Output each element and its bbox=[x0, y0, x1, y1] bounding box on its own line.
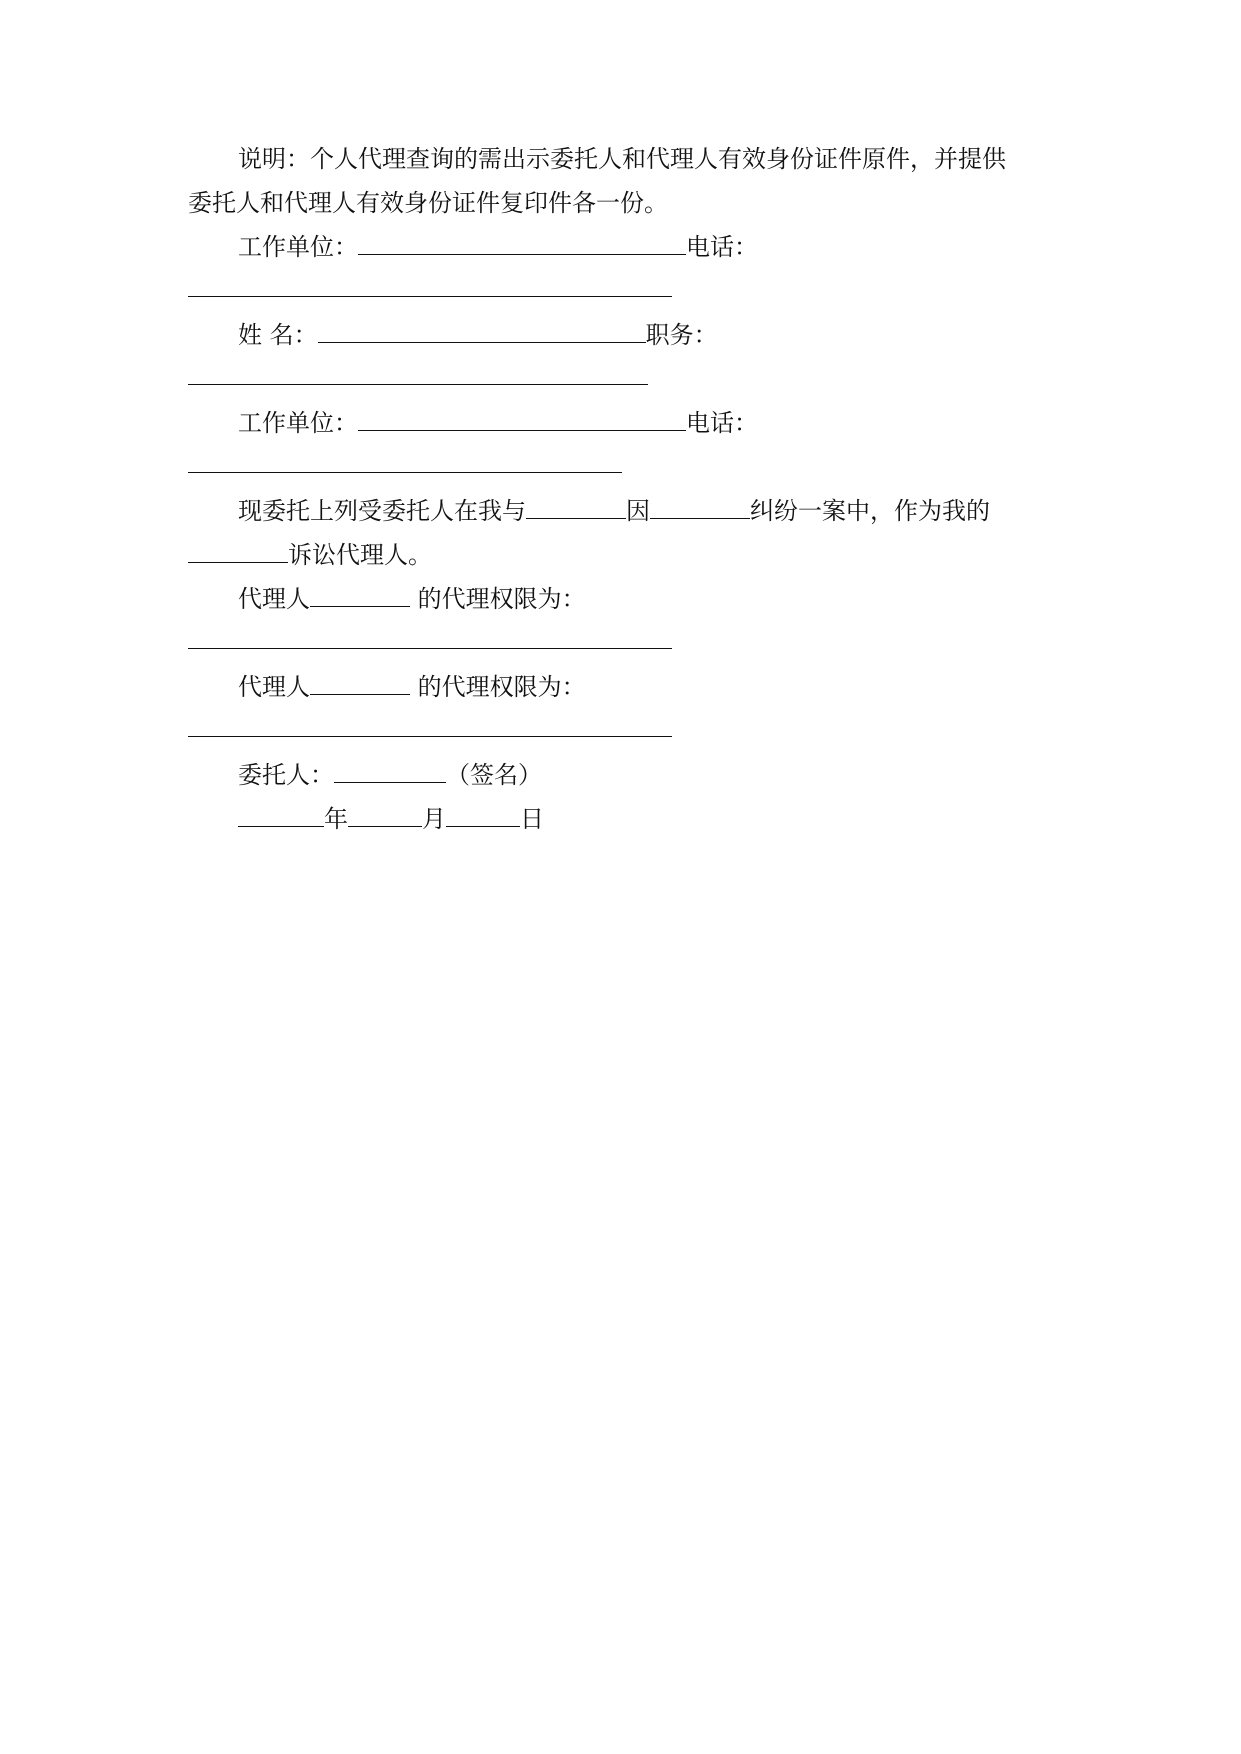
party-role-blank[interactable] bbox=[188, 540, 288, 563]
principal-signature-blank[interactable] bbox=[334, 760, 446, 783]
year-label: 年 bbox=[324, 805, 348, 833]
month-blank[interactable] bbox=[348, 804, 422, 827]
agent1-work-unit-label: 工作单位： bbox=[238, 233, 358, 261]
agent2-phone-label: 电话： bbox=[686, 409, 758, 437]
entrust-line-2 bbox=[188, 540, 432, 570]
principal-row bbox=[238, 760, 542, 790]
note-line-2: 委托人和代理人有效身份证件复印件各一份。 bbox=[188, 189, 668, 217]
authority2-suffix: 的代理权限为： bbox=[410, 673, 586, 701]
agent2-row bbox=[238, 408, 758, 438]
authority1-row bbox=[238, 584, 586, 614]
authority1-suffix: 的代理权限为： bbox=[410, 585, 586, 613]
authority1-scope-blank[interactable] bbox=[188, 648, 672, 649]
entrust-prefix: 现委托上列受委托人在我与 bbox=[238, 497, 526, 525]
case-type-blank[interactable] bbox=[650, 496, 750, 519]
authority2-agent-blank[interactable] bbox=[310, 672, 410, 695]
agent2-work-unit-label: 工作单位： bbox=[238, 409, 358, 437]
date-row bbox=[238, 804, 544, 834]
entrust-line-1 bbox=[238, 496, 990, 526]
principal-sign-note: （签名） bbox=[446, 761, 542, 789]
year-blank[interactable] bbox=[238, 804, 324, 827]
name-label: 姓 名： bbox=[238, 321, 318, 349]
day-blank[interactable] bbox=[446, 804, 520, 827]
month-label: 月 bbox=[422, 805, 446, 833]
authority1-agent-blank[interactable] bbox=[310, 584, 410, 607]
agent1-phone-label: 电话： bbox=[686, 233, 758, 261]
entrust-dispute: 纠纷一案中，作为我的 bbox=[750, 497, 990, 525]
authority2-row bbox=[238, 672, 586, 702]
day-label: 日 bbox=[520, 805, 544, 833]
name-blank[interactable] bbox=[318, 320, 646, 343]
agent2-phone-blank[interactable] bbox=[188, 472, 622, 473]
agent1-phone-blank[interactable] bbox=[188, 296, 672, 297]
agent1-work-unit-blank[interactable] bbox=[358, 232, 686, 255]
agent2-work-unit-blank[interactable] bbox=[358, 408, 686, 431]
authority1-prefix: 代理人 bbox=[238, 585, 310, 613]
position-label: 职务： bbox=[645, 321, 718, 349]
opponent-blank[interactable] bbox=[526, 496, 626, 519]
agent1-row bbox=[238, 232, 758, 262]
position-blank[interactable] bbox=[188, 384, 648, 385]
authority2-scope-blank[interactable] bbox=[188, 736, 672, 737]
note-line-1: 说明：个人代理查询的需出示委托人和代理人有效身份证件原件，并提供 bbox=[238, 145, 1006, 173]
principal-label: 委托人： bbox=[238, 761, 334, 789]
authority2-prefix: 代理人 bbox=[238, 673, 310, 701]
entrust-because: 因 bbox=[626, 497, 650, 525]
agent-name-row bbox=[238, 320, 718, 350]
entrust-suffix: 诉讼代理人。 bbox=[288, 541, 432, 569]
